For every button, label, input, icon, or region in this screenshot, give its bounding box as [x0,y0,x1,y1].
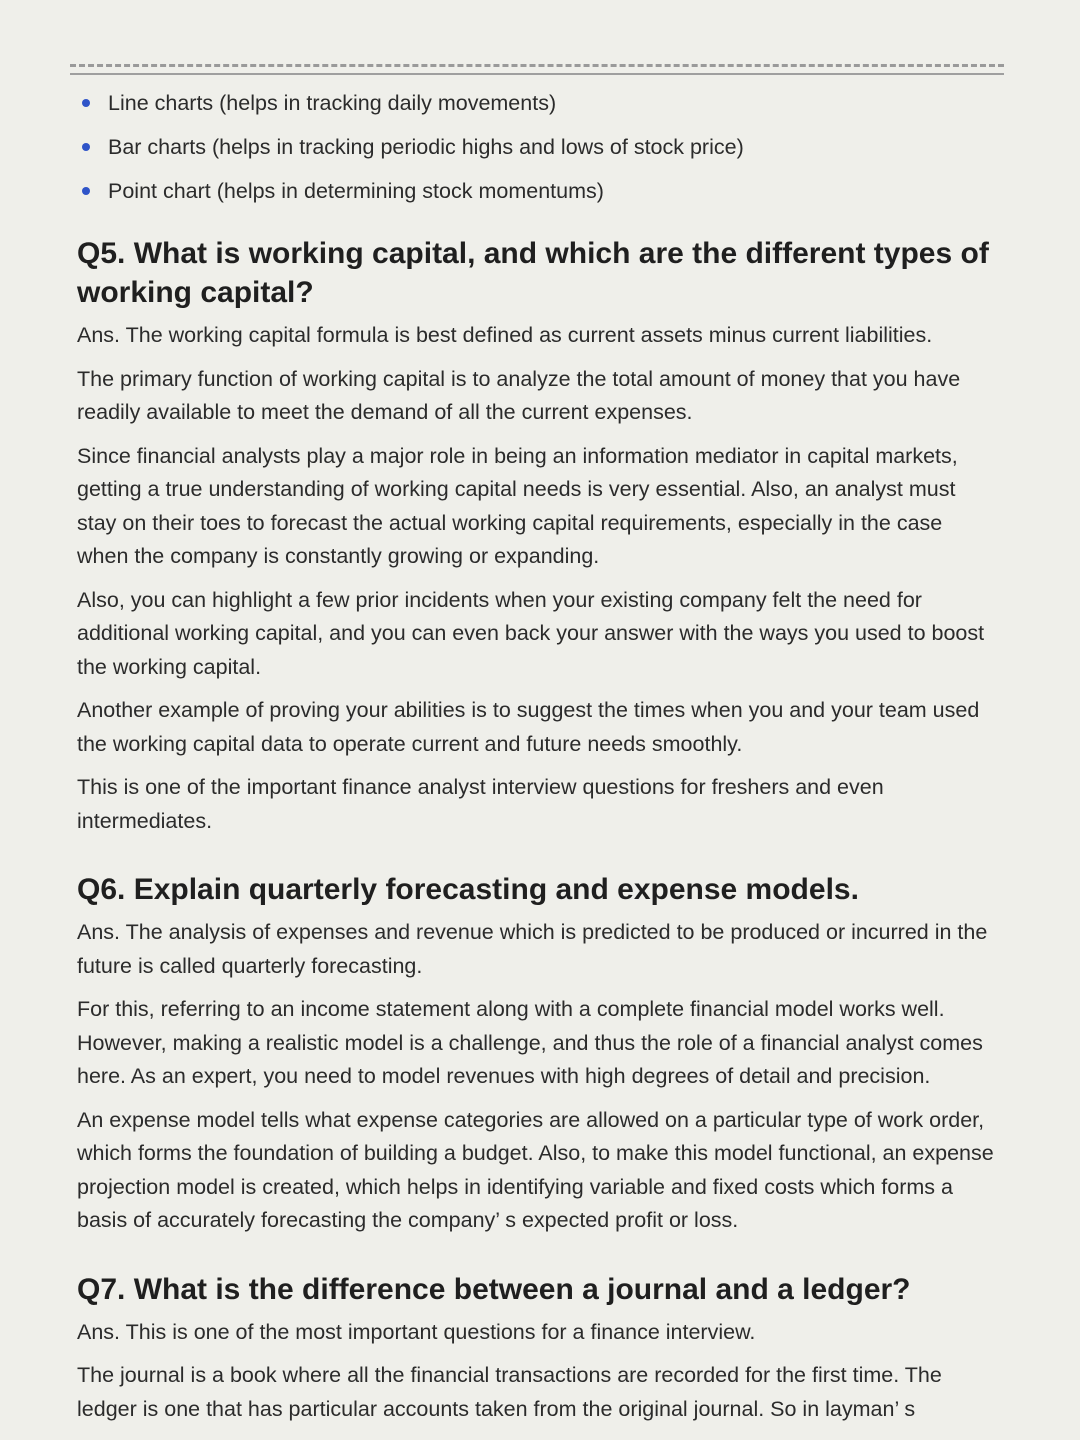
q5-paragraph: Since financial analysts play a major role in being an information mediator in capital markets, getting a true understanding of working capital needs is very essential. Also, an analyst must stay on their toes to forecast the actual working capital requirements, especially in the case when the company is constantly growing or expanding. [77,443,958,568]
dashed-divider-line [70,64,1004,67]
top-divider [70,64,1004,80]
chart-types-list [77,84,997,210]
q5-paragraph: Also, you can highlight a few prior incidents when your existing company felt the need for additional working capital, and you can even back your answer with the ways you used to boost the working capital. [77,587,985,679]
question-7-heading: Q7. What is the difference between a journal and a ledger? [77,1272,911,1306]
q6-paragraph: Ans. The analysis of expenses and revenue which is predicted to be produced or incurred in the future is called quarterly forecasting. [77,920,988,978]
q5-paragraph: Another example of proving your abilities is to suggest the times when you and your team used the working capital data to operate current and future needs smoothly. [77,698,980,756]
question-6-heading: Q6. Explain quarterly forecasting and expense models. [77,873,859,906]
q6-paragraph: An expense model tells what expense categories are allowed on a particular type of work order, which forms the foundation of building a budget. Also, to make this model functional, an expense projection model is created, which helps in identifying variable and fixed costs which forms a basis of accurately forecasting the company’ s expected profit or loss. [77,1107,994,1232]
q7-paragraph: The journal is a book where all the financial transactions are recorded for the first time. The ledger is one that has particular accounts taken from the original journal. So in layman’ s [77,1363,942,1421]
q5-paragraph: The primary function of working capital is to analyze the total amount of money that you have readily available to meet the demand of all the current expenses. [77,366,961,424]
list-item: Bar charts (helps in tracking periodic highs and lows of stock price) [77,128,997,166]
list-item: Line charts (helps in tracking daily movements) [77,84,997,122]
q5-paragraph: This is one of the important finance analyst interview questions for freshers and even intermediates. [77,775,884,833]
question-5-section [77,234,997,838]
list-item: Point chart (helps in determining stock momentums) [77,172,997,210]
q5-paragraph: Ans. The working capital formula is best defined as current assets minus current liabilities. [77,323,933,347]
q6-paragraph: For this, referring to an income statement along with a complete financial model works well. However, making a realistic model is a challenge, and thus the role of a financial analyst comes here. As an expert, you need to model revenues with high degrees of detail and precision. [77,997,983,1088]
solid-divider-line [70,73,1004,75]
q7-paragraph: Ans. This is one of the most important questions for a finance interview. [77,1319,756,1344]
article-content [77,84,997,1426]
question-6-section [77,870,997,1238]
question-7-section [77,1270,997,1427]
question-5-heading: Q5. What is working capital, and which are the different types of working capital? [77,237,989,309]
